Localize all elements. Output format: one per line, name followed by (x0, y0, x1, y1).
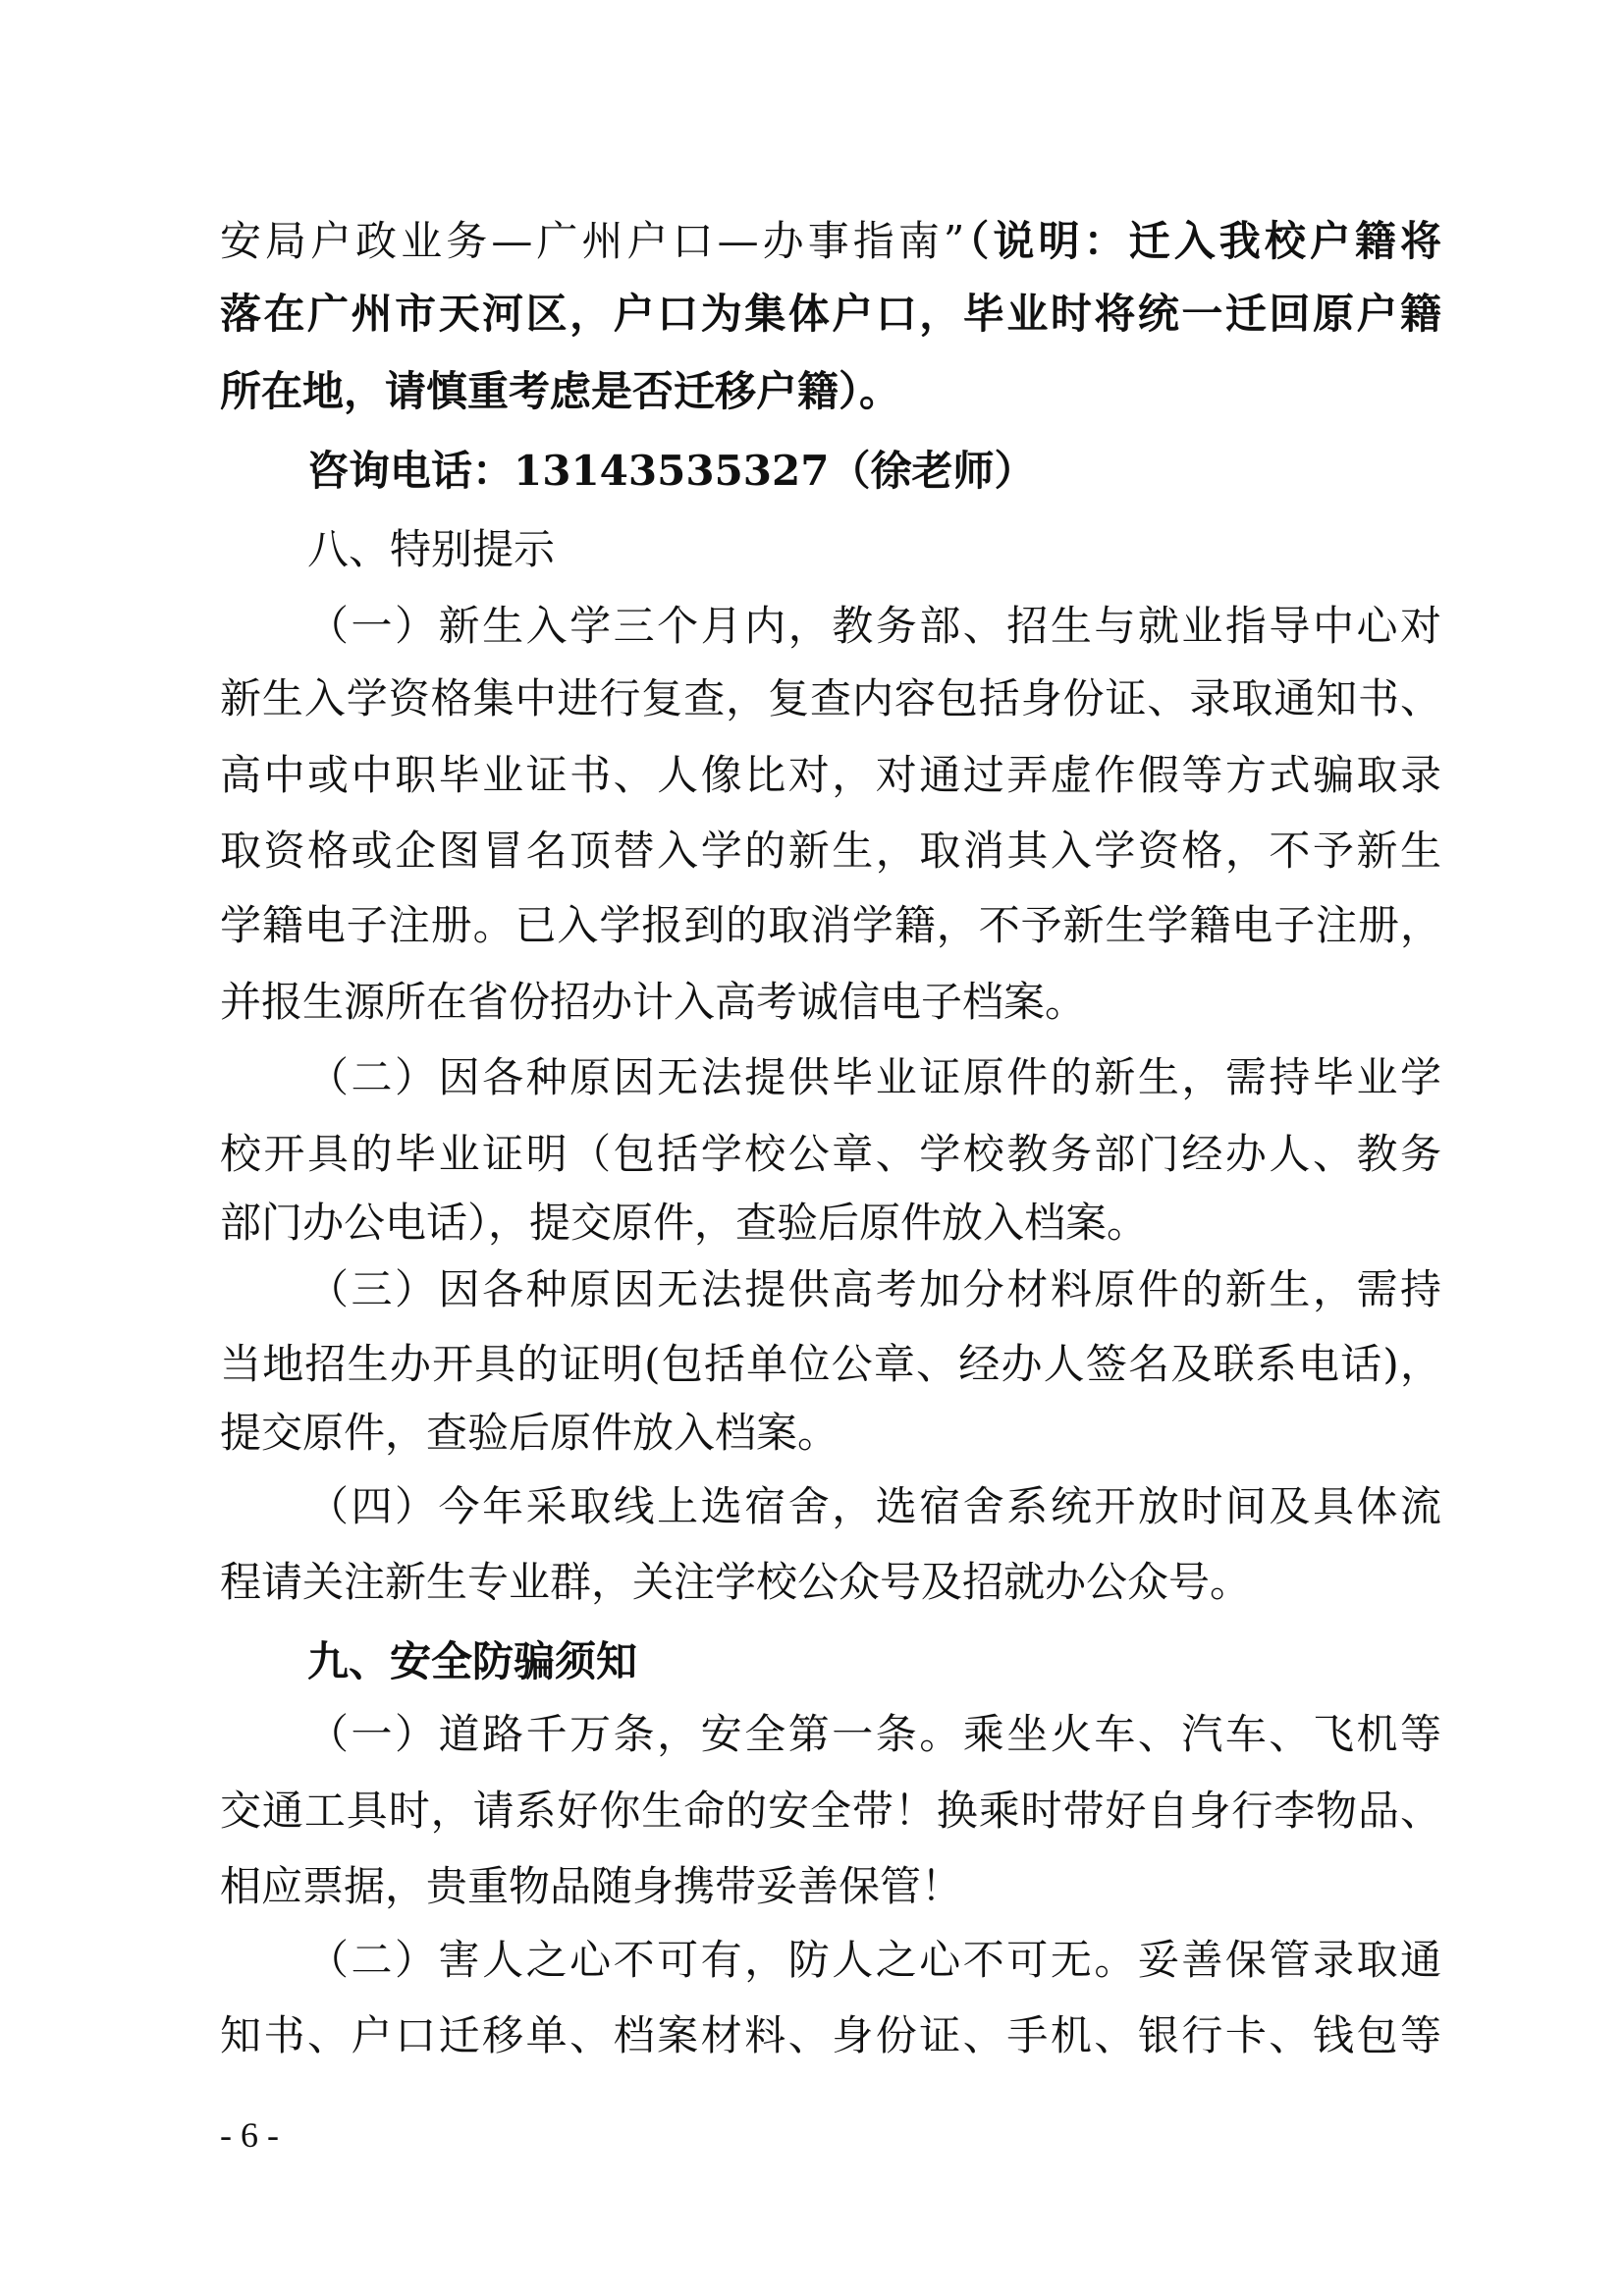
text-segment: 交通工具时，请系好你生命的安全带！换乘时带好自身行李物品、 (220, 1787, 1441, 1835)
text-line (220, 1782, 1441, 1841)
text-line (220, 973, 1086, 1032)
text-line (220, 746, 1441, 805)
text-segment: （二）因各种原因无法提供毕业证原件的新生，需持毕业学 (307, 1053, 1441, 1101)
text-segment: 学籍电子注册。已入学报到的取消学籍，不予新生学籍电子注册， (220, 901, 1441, 949)
text-segment: （四）今年采取线上选宿舍，选宿舍系统开放时间及具体流 (307, 1482, 1441, 1530)
text-line (307, 1260, 1441, 1319)
text-line (220, 212, 1441, 271)
text-line (220, 2006, 1441, 2065)
text-line (220, 822, 1441, 881)
text-segment: 八、特别提示 (307, 525, 556, 573)
text-segment: （一）新生入学三个月内，教务部、招生与就业指导中心对 (307, 602, 1441, 650)
text-line (220, 669, 1441, 728)
text-line (220, 1404, 839, 1463)
text-segment: 程请关注新生专业群，关注学校公众号及招就办公众号。 (220, 1558, 1252, 1606)
text-segment: 相应票据，贵重物品随身携带妥善保管！ (220, 1862, 963, 1910)
text-line (220, 1194, 1148, 1253)
text-segment: 知书、户口迁移单、档案材料、身份证、手机、银行卡、钱包等 (220, 2011, 1441, 2059)
text-segment: 提交原件，查验后原件放入档案。 (220, 1409, 839, 1457)
text-segment: 并报生源所在省份招办计入高考诚信电子档案。 (220, 978, 1087, 1026)
text-segment: （一）道路千万条，安全第一条。乘坐火车、汽车、飞机等 (307, 1710, 1441, 1758)
bold-text-segment: 九、安全防骗须知 (307, 1637, 638, 1685)
bold-text-segment: （说明：迁入我校户籍将 (964, 217, 1441, 265)
text-segment: 高中或中职毕业证书、人像比对，对通过弄虚作假等方式骗取录 (220, 751, 1441, 799)
page-number: - 6 - (220, 2115, 279, 2155)
text-segment: 校开具的毕业证明（包括学校公章、学校教务部门经办人、教务 (220, 1130, 1441, 1178)
text-line (220, 1857, 962, 1916)
text-line (307, 1705, 1441, 1764)
text-line (307, 442, 1035, 501)
bold-text-segment: 所在地，请慎重考虑是否迁移户籍）。 (220, 367, 901, 415)
text-line (220, 1335, 1441, 1394)
text-line (307, 1931, 1441, 1990)
text-segment: 取资格或企图冒名顶替入学的新生，取消其入学资格，不予新生 (220, 827, 1441, 875)
text-line (220, 362, 900, 421)
text-line (307, 1477, 1441, 1536)
text-line (307, 1048, 1441, 1107)
text-segment: （二）害人之心不可有，防人之心不可无。妥善保管录取通 (307, 1936, 1441, 1984)
bold-text-segment: 咨询电话：13143535327（徐老师） (307, 447, 1036, 495)
text-line (220, 285, 1441, 344)
text-segment: 部门办公电话），提交原件，查验后原件放入档案。 (220, 1199, 1149, 1247)
text-segment: 安局户政业务—广州户口—办事指南” (220, 217, 965, 265)
text-segment: 新生入学资格集中进行复查，复查内容包括身份证、录取通知书、 (220, 674, 1441, 722)
text-line (220, 896, 1441, 955)
text-line (220, 1125, 1441, 1184)
text-segment: （三）因各种原因无法提供高考加分材料原件的新生，需持 (307, 1265, 1441, 1313)
text-line (307, 597, 1441, 656)
section-heading (307, 1632, 637, 1691)
bold-text-segment: 落在广州市天河区，户口为集体户口，毕业时将统一迁回原户籍 (220, 290, 1441, 338)
text-segment: 当地招生办开具的证明(包括单位公章、经办人签名及联系电话)， (220, 1340, 1441, 1388)
section-heading (307, 520, 555, 579)
text-line (220, 1553, 1251, 1612)
